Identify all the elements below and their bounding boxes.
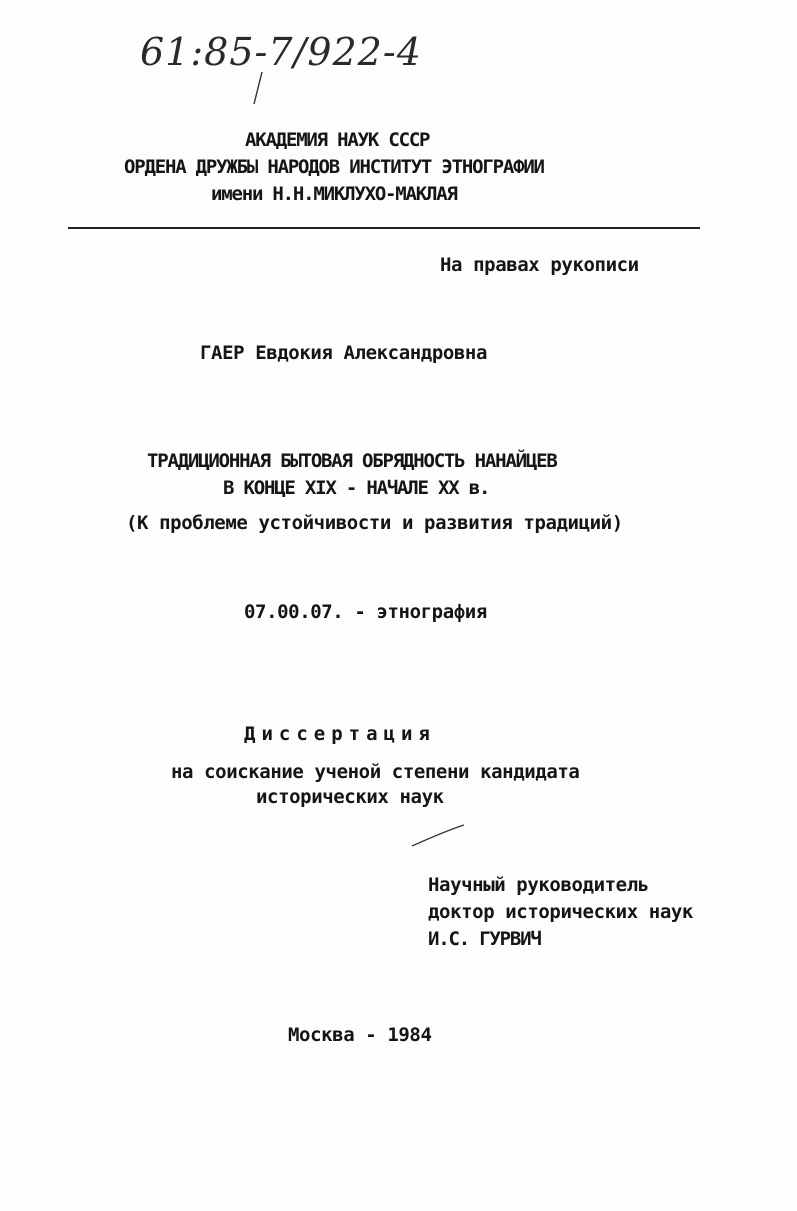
pen-stroke-mark xyxy=(250,70,270,110)
supervisor-name: И.С. ГУРВИЧ xyxy=(428,928,541,950)
dissertation-heading: Диссертация xyxy=(244,723,436,745)
pen-stroke-signature xyxy=(410,822,470,852)
dissertation-degree-line-2: исторических наук xyxy=(256,786,444,808)
header-divider xyxy=(68,227,700,229)
place-and-year: Москва - 1984 xyxy=(288,1024,432,1046)
dissertation-degree-line-1: на соискание ученой степени кандидата xyxy=(171,761,580,783)
rights-note: На правах рукописи xyxy=(440,254,639,276)
author-name: ГАЕР Евдокия Александровна xyxy=(200,342,488,364)
archive-mark: 61:85-7/922-4 xyxy=(140,30,422,74)
header-academy: АКАДЕМИЯ НАУК СССР xyxy=(245,129,430,151)
specialty-code: 07.00.07. - этнография xyxy=(244,601,487,623)
supervisor-degree: доктор исторических наук xyxy=(428,901,693,923)
supervisor-role: Научный руководитель xyxy=(428,874,649,896)
title-line-2: В КОНЦЕ XIX - НАЧАЛЕ XX в. xyxy=(223,477,490,499)
header-named-after: имени Н.Н.МИКЛУХО-МАКЛАЯ xyxy=(211,183,457,205)
title-subtitle: (К проблеме устойчивости и развития традиций) xyxy=(126,512,623,534)
title-line-1: ТРАДИЦИОННАЯ БЫТОВАЯ ОБРЯДНОСТЬ НАНАЙЦЕВ xyxy=(147,450,557,472)
header-institute: ОРДЕНА ДРУЖБЫ НАРОДОВ ИНСТИТУТ ЭТНОГРАФИИ xyxy=(124,156,544,178)
